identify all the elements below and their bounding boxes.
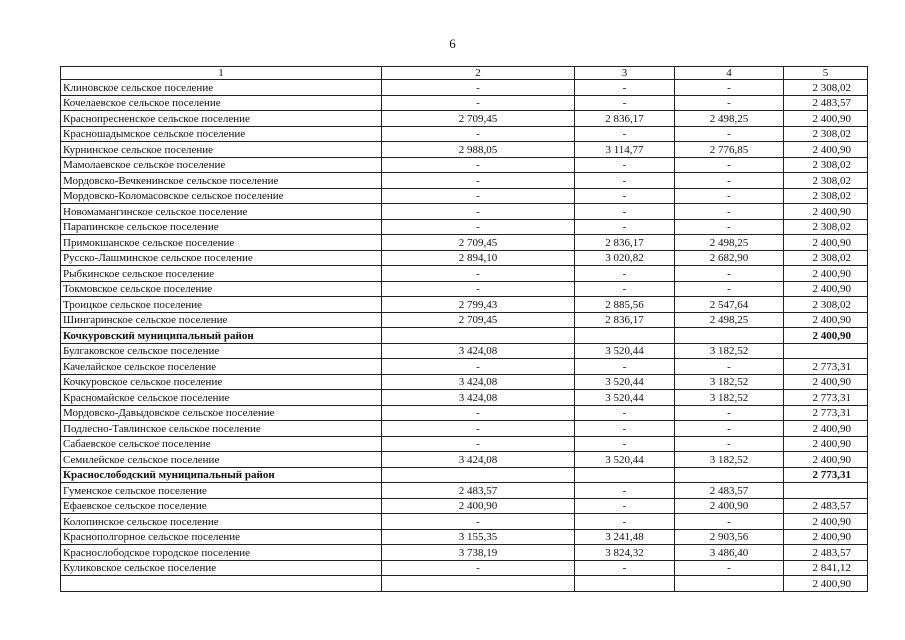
settlement-name-cell: Клиновское сельское поселение bbox=[61, 80, 382, 96]
settlement-name-cell: Семилейское сельское поселение bbox=[61, 452, 382, 468]
value-col-4-cell: 2 682,90 bbox=[675, 250, 784, 266]
value-col-2-cell: - bbox=[382, 560, 575, 576]
value-col-5-cell: 2 773,31 bbox=[784, 405, 868, 421]
table-row bbox=[61, 483, 868, 499]
value-col-5-cell: 2 400,90 bbox=[784, 235, 868, 251]
settlement-name-cell: Мордовско-Коломасовское сельское поселение bbox=[61, 188, 382, 204]
value-col-5-cell: 2 400,90 bbox=[784, 111, 868, 127]
value-col-5-cell: 2 400,90 bbox=[784, 266, 868, 282]
value-col-5-cell: 2 308,02 bbox=[784, 80, 868, 96]
value-col-3-cell: 3 520,44 bbox=[575, 390, 675, 406]
table-row bbox=[61, 95, 868, 111]
value-col-2-cell: - bbox=[382, 359, 575, 375]
value-col-5-cell: 2 483,57 bbox=[784, 545, 868, 561]
value-col-2-cell: - bbox=[382, 80, 575, 96]
table-row bbox=[61, 374, 868, 390]
value-col-2-cell: - bbox=[382, 188, 575, 204]
table-row bbox=[61, 359, 868, 375]
settlement-name-cell bbox=[61, 576, 382, 592]
value-col-4-cell: - bbox=[675, 173, 784, 189]
value-col-2-cell: - bbox=[382, 405, 575, 421]
value-col-2-cell: - bbox=[382, 157, 575, 173]
settlement-name-cell: Красномайское сельское поселение bbox=[61, 390, 382, 406]
table-row bbox=[61, 312, 868, 328]
settlement-name-cell: Ефаевское сельское поселение bbox=[61, 498, 382, 514]
value-col-3-cell: 3 520,44 bbox=[575, 452, 675, 468]
value-col-5-cell: 2 308,02 bbox=[784, 188, 868, 204]
value-col-3-cell: 2 885,56 bbox=[575, 297, 675, 313]
table-row bbox=[61, 111, 868, 127]
table-row bbox=[61, 405, 868, 421]
value-col-4-cell: 2 498,25 bbox=[675, 235, 784, 251]
value-col-3-cell: - bbox=[575, 421, 675, 437]
table-row bbox=[61, 142, 868, 158]
value-col-4-cell: 2 903,56 bbox=[675, 529, 784, 545]
value-col-3-cell: 3 020,82 bbox=[575, 250, 675, 266]
value-col-3-cell: - bbox=[575, 126, 675, 142]
value-col-5-cell: 2 483,57 bbox=[784, 498, 868, 514]
value-col-2-cell: 3 424,08 bbox=[382, 343, 575, 359]
value-col-5-cell: 2 308,02 bbox=[784, 297, 868, 313]
value-col-4-cell: - bbox=[675, 219, 784, 235]
value-col-3-cell: 3 520,44 bbox=[575, 343, 675, 359]
header-row bbox=[61, 67, 868, 80]
value-col-2-cell: 3 424,08 bbox=[382, 374, 575, 390]
value-col-3-cell: - bbox=[575, 498, 675, 514]
value-col-5-cell: 2 400,90 bbox=[784, 452, 868, 468]
header-col-5: 5 bbox=[784, 67, 868, 80]
value-col-2-cell: 3 738,19 bbox=[382, 545, 575, 561]
settlement-name-cell: Краснослободское городское поселение bbox=[61, 545, 382, 561]
value-col-3-cell: - bbox=[575, 359, 675, 375]
value-col-5-cell: 2 308,02 bbox=[784, 157, 868, 173]
value-col-3-cell: 3 241,48 bbox=[575, 529, 675, 545]
value-col-3-cell: - bbox=[575, 266, 675, 282]
value-col-2-cell bbox=[382, 576, 575, 592]
value-col-5-cell: 2 308,02 bbox=[784, 173, 868, 189]
section-row bbox=[61, 328, 868, 344]
settlement-name-cell: Кочкуровское сельское поселение bbox=[61, 374, 382, 390]
table-row bbox=[61, 173, 868, 189]
settlement-name-cell: Подлесно-Тавлинское сельское поселение bbox=[61, 421, 382, 437]
value-col-2-cell: 2 988,05 bbox=[382, 142, 575, 158]
value-col-3-cell: - bbox=[575, 80, 675, 96]
header-col-2: 2 bbox=[382, 67, 575, 80]
settlement-name-cell: Мамолаевское сельское поселение bbox=[61, 157, 382, 173]
value-col-2-cell: 2 894,10 bbox=[382, 250, 575, 266]
value-col-4-cell: 3 182,52 bbox=[675, 374, 784, 390]
settlement-name-cell: Примокшанское сельское поселение bbox=[61, 235, 382, 251]
value-col-5-cell: 2 773,31 bbox=[784, 390, 868, 406]
value-col-4-cell: - bbox=[675, 405, 784, 421]
table-row bbox=[61, 390, 868, 406]
table-row bbox=[61, 188, 868, 204]
value-col-5-cell bbox=[784, 343, 868, 359]
value-col-2-cell: 3 424,08 bbox=[382, 390, 575, 406]
value-col-4-cell: - bbox=[675, 281, 784, 297]
table-row bbox=[61, 498, 868, 514]
section-row bbox=[61, 467, 868, 483]
value-col-5-cell: 2 400,90 bbox=[784, 312, 868, 328]
table-row bbox=[61, 545, 868, 561]
header-col-3: 3 bbox=[575, 67, 675, 80]
settlement-name-cell: Красношадымское сельское поселение bbox=[61, 126, 382, 142]
value-col-3-cell: 3 520,44 bbox=[575, 374, 675, 390]
value-col-5-cell: 2 400,90 bbox=[784, 576, 868, 592]
value-col-4-cell: 3 182,52 bbox=[675, 452, 784, 468]
table-row bbox=[61, 266, 868, 282]
value-col-4-cell: 3 486,40 bbox=[675, 545, 784, 561]
value-col-2-cell: - bbox=[382, 126, 575, 142]
value-col-2-cell: - bbox=[382, 281, 575, 297]
table-row bbox=[61, 204, 868, 220]
table-row bbox=[61, 297, 868, 313]
value-col-3-cell: 2 836,17 bbox=[575, 312, 675, 328]
value-col-3-cell: 2 836,17 bbox=[575, 235, 675, 251]
settlement-name-cell: Краснопресненское сельское поселение bbox=[61, 111, 382, 127]
value-col-5-cell: 2 773,31 bbox=[784, 467, 868, 483]
value-col-4-cell: 2 483,57 bbox=[675, 483, 784, 499]
value-col-2-cell: 2 709,45 bbox=[382, 111, 575, 127]
table-row bbox=[61, 126, 868, 142]
value-col-2-cell: - bbox=[382, 173, 575, 189]
value-col-3-cell bbox=[575, 467, 675, 483]
value-col-5-cell: 2 308,02 bbox=[784, 250, 868, 266]
value-col-5-cell: 2 483,57 bbox=[784, 95, 868, 111]
value-col-3-cell: - bbox=[575, 204, 675, 220]
value-col-2-cell bbox=[382, 467, 575, 483]
value-col-4-cell bbox=[675, 576, 784, 592]
value-col-4-cell: - bbox=[675, 436, 784, 452]
value-col-5-cell: 2 308,02 bbox=[784, 219, 868, 235]
settlement-name-cell: Мордовско-Давыдовское сельское поселение bbox=[61, 405, 382, 421]
value-col-4-cell: - bbox=[675, 266, 784, 282]
value-col-3-cell: - bbox=[575, 173, 675, 189]
value-col-4-cell: 2 498,25 bbox=[675, 111, 784, 127]
table-row bbox=[61, 219, 868, 235]
value-col-2-cell: - bbox=[382, 436, 575, 452]
value-col-4-cell bbox=[675, 328, 784, 344]
value-col-4-cell: - bbox=[675, 157, 784, 173]
settlement-name-cell: Токмовское сельское поселение bbox=[61, 281, 382, 297]
value-col-4-cell: - bbox=[675, 80, 784, 96]
value-col-3-cell bbox=[575, 576, 675, 592]
value-col-4-cell: 2 498,25 bbox=[675, 312, 784, 328]
value-col-3-cell: - bbox=[575, 281, 675, 297]
value-col-3-cell: - bbox=[575, 436, 675, 452]
settlement-name-cell: Колопинское сельское поселение bbox=[61, 514, 382, 530]
settlement-name-cell: Мордовско-Вечкенинское сельское поселение bbox=[61, 173, 382, 189]
header-col-1: 1 bbox=[61, 67, 382, 80]
value-col-3-cell: 3 114,77 bbox=[575, 142, 675, 158]
value-col-2-cell: - bbox=[382, 514, 575, 530]
value-col-5-cell: 2 400,90 bbox=[784, 281, 868, 297]
value-col-3-cell: - bbox=[575, 560, 675, 576]
value-col-5-cell bbox=[784, 483, 868, 499]
value-col-2-cell: 3 155,35 bbox=[382, 529, 575, 545]
value-col-2-cell: 2 709,45 bbox=[382, 235, 575, 251]
table-row bbox=[61, 436, 868, 452]
table-row bbox=[61, 514, 868, 530]
table-row bbox=[61, 576, 868, 592]
tariff-table bbox=[60, 66, 868, 592]
value-col-4-cell bbox=[675, 467, 784, 483]
value-col-4-cell: - bbox=[675, 126, 784, 142]
table-body bbox=[61, 67, 868, 592]
value-col-4-cell: - bbox=[675, 359, 784, 375]
value-col-2-cell: 2 483,57 bbox=[382, 483, 575, 499]
table-row bbox=[61, 343, 868, 359]
value-col-4-cell: - bbox=[675, 188, 784, 204]
table-row bbox=[61, 281, 868, 297]
settlement-name-cell: Новомамангинское сельское поселение bbox=[61, 204, 382, 220]
value-col-5-cell: 2 400,90 bbox=[784, 529, 868, 545]
settlement-name-cell: Парапинское сельское поселение bbox=[61, 219, 382, 235]
value-col-4-cell: 3 182,52 bbox=[675, 390, 784, 406]
value-col-2-cell: - bbox=[382, 219, 575, 235]
table-row bbox=[61, 157, 868, 173]
value-col-3-cell: - bbox=[575, 157, 675, 173]
table-row bbox=[61, 80, 868, 96]
settlement-name-cell: Кочкуровский муниципальный район bbox=[61, 328, 382, 344]
value-col-4-cell: 2 776,85 bbox=[675, 142, 784, 158]
value-col-4-cell: - bbox=[675, 95, 784, 111]
value-col-4-cell: 2 547,64 bbox=[675, 297, 784, 313]
table-row bbox=[61, 452, 868, 468]
value-col-2-cell: - bbox=[382, 266, 575, 282]
value-col-3-cell: - bbox=[575, 405, 675, 421]
value-col-2-cell: 2 709,45 bbox=[382, 312, 575, 328]
value-col-5-cell: 2 400,90 bbox=[784, 374, 868, 390]
value-col-2-cell: 2 400,90 bbox=[382, 498, 575, 514]
value-col-2-cell: - bbox=[382, 95, 575, 111]
settlement-name-cell: Троицкое сельское поселение bbox=[61, 297, 382, 313]
value-col-2-cell: 2 799,43 bbox=[382, 297, 575, 313]
value-col-5-cell: 2 400,90 bbox=[784, 328, 868, 344]
value-col-5-cell: 2 400,90 bbox=[784, 436, 868, 452]
value-col-3-cell: 2 836,17 bbox=[575, 111, 675, 127]
settlement-name-cell: Сабаевское сельское поселение bbox=[61, 436, 382, 452]
settlement-name-cell: Русско-Лашминское сельское поселение bbox=[61, 250, 382, 266]
settlement-name-cell: Краснослободский муниципальный район bbox=[61, 467, 382, 483]
value-col-5-cell: 2 773,31 bbox=[784, 359, 868, 375]
table-row bbox=[61, 235, 868, 251]
value-col-3-cell: 3 824,32 bbox=[575, 545, 675, 561]
page-number: 6 bbox=[449, 36, 456, 51]
settlement-name-cell: Курнинское сельское поселение bbox=[61, 142, 382, 158]
settlement-name-cell: Кочелаевское сельское поселение bbox=[61, 95, 382, 111]
settlement-name-cell: Булгаковское сельское поселение bbox=[61, 343, 382, 359]
table-row bbox=[61, 421, 868, 437]
value-col-4-cell: - bbox=[675, 421, 784, 437]
value-col-2-cell: - bbox=[382, 421, 575, 437]
value-col-4-cell: 3 182,52 bbox=[675, 343, 784, 359]
value-col-5-cell: 2 400,90 bbox=[784, 204, 868, 220]
settlement-name-cell: Гуменское сельское поселение bbox=[61, 483, 382, 499]
value-col-5-cell: 2 400,90 bbox=[784, 421, 868, 437]
value-col-4-cell: - bbox=[675, 560, 784, 576]
value-col-5-cell: 2 308,02 bbox=[784, 126, 868, 142]
value-col-3-cell: - bbox=[575, 95, 675, 111]
header-col-4: 4 bbox=[675, 67, 784, 80]
value-col-5-cell: 2 400,90 bbox=[784, 142, 868, 158]
settlement-name-cell: Краснополгорное сельское поселение bbox=[61, 529, 382, 545]
value-col-3-cell: - bbox=[575, 514, 675, 530]
settlement-name-cell: Куликовское сельское поселение bbox=[61, 560, 382, 576]
settlement-name-cell: Шингаринское сельское поселение bbox=[61, 312, 382, 328]
value-col-2-cell bbox=[382, 328, 575, 344]
value-col-2-cell: - bbox=[382, 204, 575, 220]
value-col-4-cell: - bbox=[675, 514, 784, 530]
value-col-4-cell: 2 400,90 bbox=[675, 498, 784, 514]
value-col-5-cell: 2 841,12 bbox=[784, 560, 868, 576]
value-col-3-cell bbox=[575, 328, 675, 344]
value-col-3-cell: - bbox=[575, 188, 675, 204]
value-col-5-cell: 2 400,90 bbox=[784, 514, 868, 530]
value-col-3-cell: - bbox=[575, 483, 675, 499]
table-row bbox=[61, 560, 868, 576]
value-col-4-cell: - bbox=[675, 204, 784, 220]
value-col-3-cell: - bbox=[575, 219, 675, 235]
table-row bbox=[61, 529, 868, 545]
settlement-name-cell: Качелайское сельское поселение bbox=[61, 359, 382, 375]
settlement-name-cell: Рыбкинское сельское поселение bbox=[61, 266, 382, 282]
value-col-2-cell: 3 424,08 bbox=[382, 452, 575, 468]
table-row bbox=[61, 250, 868, 266]
